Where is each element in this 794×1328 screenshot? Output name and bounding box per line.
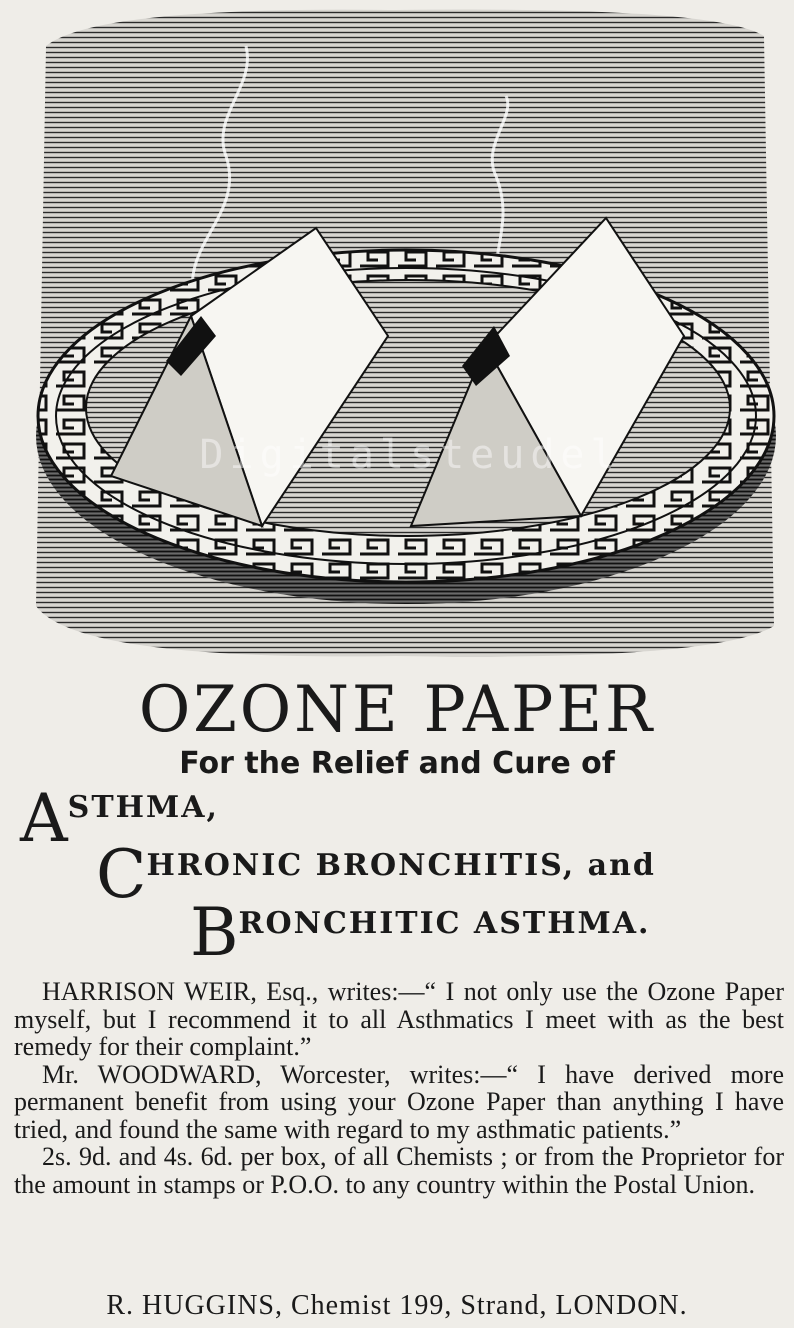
testimonial-harrison-weir: HARRISON WEIR, Esq., writes:—“ I not only use the Ozone Paper myself, but I recommend it to all Asthmatics I meet with as the best remedy for their complaint.” (14, 977, 784, 1061)
proprietor-address: R. HUGGINS, Chemist 199, Strand, LONDON. (106, 1290, 688, 1321)
disease-text: HRONIC BRONCHITIS, and (146, 848, 656, 883)
drop-cap: B (190, 894, 239, 971)
watermark: Digitalsteudel (199, 432, 621, 478)
drop-cap: C (96, 836, 147, 913)
price-and-availability: 2s. 9d. and 4s. 6d. per box, of all Chemists ; or from the Proprietor for the amount in stamps or P.O.O. to any country within the Postal Union. (14, 1142, 784, 1199)
disease-text: RONCHITIC ASTHMA. (238, 906, 651, 941)
headline-ozone-paper: OZONE PAPER (138, 673, 656, 747)
ozone-paper-plate-illustration (16, 6, 778, 666)
disease-chronic-bronchitis (96, 836, 656, 913)
disease-bronchitic-asthma (190, 894, 651, 971)
testimonial-woodward: Mr. WOODWARD, Worcester, writes:—“ I have derived more permanent benefit from using your Ozone Paper than anything I have tried, and found the same with regard to my asthmatic patients.” (14, 1059, 784, 1144)
drop-cap: A (20, 780, 68, 857)
disease-text: STHMA, (67, 790, 219, 825)
testimonials-block (14, 978, 784, 1198)
subtitle: For the Relief and Cure of (179, 746, 615, 781)
